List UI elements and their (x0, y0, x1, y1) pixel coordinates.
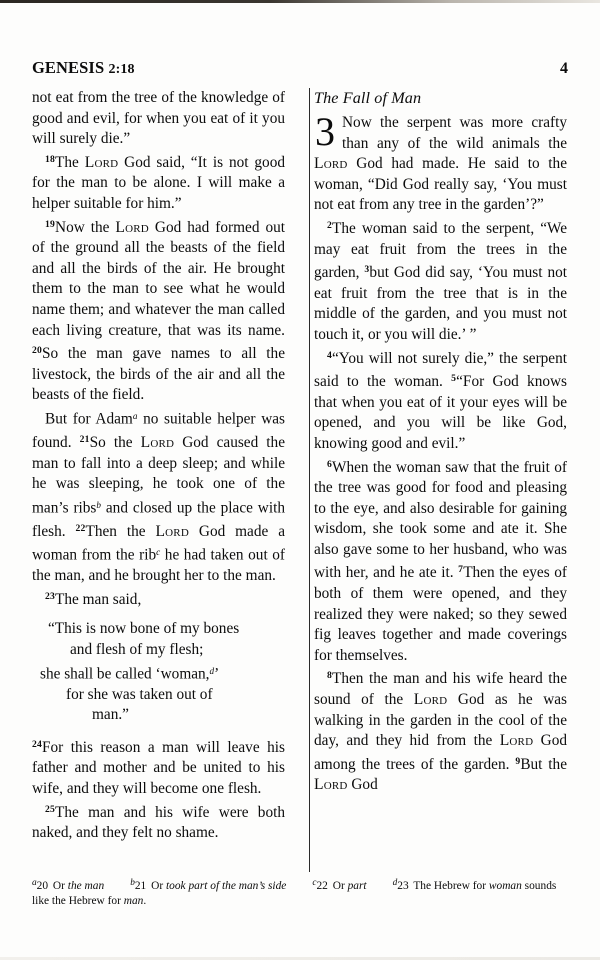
verse-3-text: but God did say, ‘You must not eat fruit from the tree that is in the middle of the garden, and you must not touch it, or you will die.’ ” (314, 264, 567, 343)
verse-number-3: 3 (364, 264, 370, 276)
verse-18-pre: The (55, 153, 85, 171)
running-head (32, 58, 568, 78)
footnote-b-marker: b (130, 878, 135, 888)
verse-number-18: 18 (45, 153, 56, 165)
footnote-c-italic: part (347, 879, 367, 892)
verse-1-pre: Now the serpent was more crafty than any of the wild animals the (342, 114, 567, 152)
divine-name-lord: Lord (115, 218, 149, 236)
verse-8-text-c: God among the trees of the garden. (314, 732, 567, 773)
adam-part-2: no suitable helper was found. (32, 410, 285, 451)
verse-23-intro-paragraph (32, 587, 285, 611)
verse-9-text-a: But the (520, 755, 567, 773)
verse-19-post: God had formed out of the ground all the beasts of the field and all the birds of the air. He brought them to the man to see what he would name them; and whatever the man called each living creature, that was its name. (32, 218, 285, 339)
footnote-d-italic-2: man (123, 895, 144, 908)
poetry-line-3 (32, 661, 285, 685)
verse-5-text: “For God knows that when you eat of it your eyes will be opened, and you will be like God, knowing good and evil.” (314, 373, 567, 452)
verse-25-text: The man and his wife were both naked, and they felt no shame. (32, 803, 285, 842)
verse-24-paragraph (32, 735, 285, 800)
footnote-b-verse: 21 (134, 879, 147, 892)
adam-part-3: So the (89, 433, 141, 451)
right-column (299, 88, 567, 872)
running-head-verse-ref: 2:18 (108, 62, 135, 77)
left-column (32, 88, 299, 872)
verse-number-19: 19 (45, 218, 56, 230)
adam-helper-paragraph (32, 406, 285, 587)
footnote-d-tail: sounds like the Hebrew for (32, 879, 557, 908)
footnote-d-lead: The Hebrew for (413, 879, 489, 892)
verse-18-post: God said, “It is not good for the man to be alone. I will make a helper suitable for him.” (32, 153, 285, 212)
divine-name-lord: Lord (314, 155, 348, 173)
verse-8-9-paragraph (314, 666, 567, 796)
footnote-block (32, 876, 568, 910)
adam-part-7: God made a woman from the rib (32, 522, 285, 564)
footnote-marker-b[interactable]: b (96, 499, 101, 510)
verse-number-9: 9 (515, 755, 521, 767)
verse-6-7-paragraph (314, 455, 567, 667)
text-columns (32, 88, 568, 872)
verse-23-intro-text: The man said, (55, 590, 142, 608)
verse-4-5-paragraph (314, 346, 567, 455)
footnote-marker-c[interactable]: c (156, 547, 161, 558)
verse-18-paragraph (32, 150, 285, 215)
divine-name-lord: Lord (314, 776, 348, 794)
carryover-text: not eat from the tree of the knowledge of good and evil, for when you eat of it you will surely die.” (32, 89, 285, 148)
verse-number-2: 2 (327, 219, 333, 231)
footnote-d (32, 880, 556, 907)
scan-edge-top (0, 0, 600, 3)
poetry-line-3-text: she shall be called ‘woman, (40, 665, 210, 683)
footnote-marker-d[interactable]: d (209, 665, 215, 676)
verse-number-4: 4 (327, 349, 333, 361)
divine-name-lord: Lord (84, 153, 119, 171)
poetry-line-1: “This is now bone of my bones (48, 620, 240, 638)
footnote-b-lead: Or (151, 879, 166, 892)
footnote-b-italic: took part of the man’s side (165, 879, 287, 892)
verse-7-text: Then the eyes of both of them were opened, and they realized they were naked; so they sewed fig leaves together and made coverings for themselves. (314, 564, 568, 664)
verse-number-6: 6 (327, 458, 333, 470)
poetry-line-4: for she was taken out of (66, 685, 213, 703)
divine-name-lord: Lord (499, 732, 534, 750)
verse-number-21: 21 (79, 433, 90, 445)
adam-part-8: he had taken out of the man, and he brought her to the man. (32, 546, 286, 585)
verse-2-3-paragraph (314, 216, 567, 346)
verse-number-20: 20 (32, 345, 43, 357)
adam-part-4: God caused the man to fall into a deep sleep; and while he was sleeping, he took one of the man’s ribs (32, 433, 285, 517)
verse-number-8: 8 (327, 670, 333, 682)
verse-number-7: 7 (458, 564, 464, 576)
footnote-a-verse: 20 (36, 879, 49, 892)
chapter-number-drop-cap: 3 (315, 109, 335, 154)
footnote-c (312, 880, 366, 892)
verse-number-5: 5 (451, 373, 457, 385)
footnote-a-marker: a (32, 878, 37, 888)
poetry-line-2: and flesh of my flesh; (70, 641, 204, 659)
running-head-reference (32, 58, 135, 78)
footnote-b (130, 880, 286, 892)
section-heading: The Fall of Man (314, 89, 422, 107)
verse-2-text: The woman said to the serpent, “We may eat fruit from the trees in the garden, (314, 219, 567, 282)
page-number: 4 (560, 60, 568, 77)
carryover-paragraph (32, 88, 285, 150)
footnote-d-italic: woman (488, 879, 522, 892)
divine-name-lord: Lord (413, 691, 448, 709)
verse-number-22: 22 (75, 522, 86, 534)
verse-number-23: 23 (45, 590, 56, 602)
verse-20-text: So the man gave names to all the livestock, the birds of the air and all the beasts of the field. (32, 345, 285, 404)
verse-8-text-b: God as he was walking in the garden in the cool of the day, and they hid from the (314, 691, 567, 750)
footnote-c-verse: 22 (316, 879, 328, 892)
verse-19-pre: Now the (55, 218, 116, 236)
poetry-line-3-close-quote: ’ (214, 665, 220, 683)
poetry-line-5: man.” (92, 706, 129, 724)
footnote-c-marker: c (312, 878, 317, 888)
verse-1-post: God had made. He said to the woman, “Did God really say, ‘You must not eat from any tree in the garden’?” (314, 155, 567, 214)
verse-number-24: 24 (32, 738, 43, 750)
verse-4-text: “You will not surely die,” the serpent said to the woman. (314, 349, 567, 391)
footnote-a-lead: Or (52, 879, 68, 892)
footnote-a-italic: the man (67, 879, 105, 892)
verse-6-text: When the woman saw that the fruit of the tree was good for food and pleasing to the eye, and also desirable for gaining wisdom, she took some and ate it. She also gave some to her husband, who was with her, and he ate it. (314, 458, 567, 582)
footnote-c-lead: Or (332, 879, 348, 892)
divine-name-lord: Lord (155, 522, 189, 540)
adam-part-6: Then the (85, 522, 156, 540)
footnote-a (32, 880, 104, 892)
verse-25-paragraph (32, 800, 285, 844)
footnote-d-marker: d (392, 878, 398, 888)
adam-part-1: But for Adam (45, 410, 133, 428)
verse-19-20-paragraph (32, 215, 285, 406)
footnote-marker-a[interactable]: a (132, 410, 138, 421)
verse-1-paragraph (314, 109, 567, 216)
verse-number-25: 25 (45, 803, 56, 815)
footnote-d-tail-2: . (143, 895, 147, 908)
adam-part-5: and closed up the place with flesh. (32, 499, 285, 540)
verse-8-text-a: Then the man and his wife heard the sound of the (314, 670, 567, 709)
verse-24-text: For this reason a man will leave his father and mother and be united to his wife, and they will become one flesh. (32, 738, 285, 798)
verse-9-text-b: God (347, 776, 378, 794)
divine-name-lord: Lord (140, 433, 175, 451)
footnote-d-verse: 23 (397, 879, 409, 892)
running-head-book: GENESIS (32, 58, 105, 77)
poetry-block (32, 619, 285, 725)
